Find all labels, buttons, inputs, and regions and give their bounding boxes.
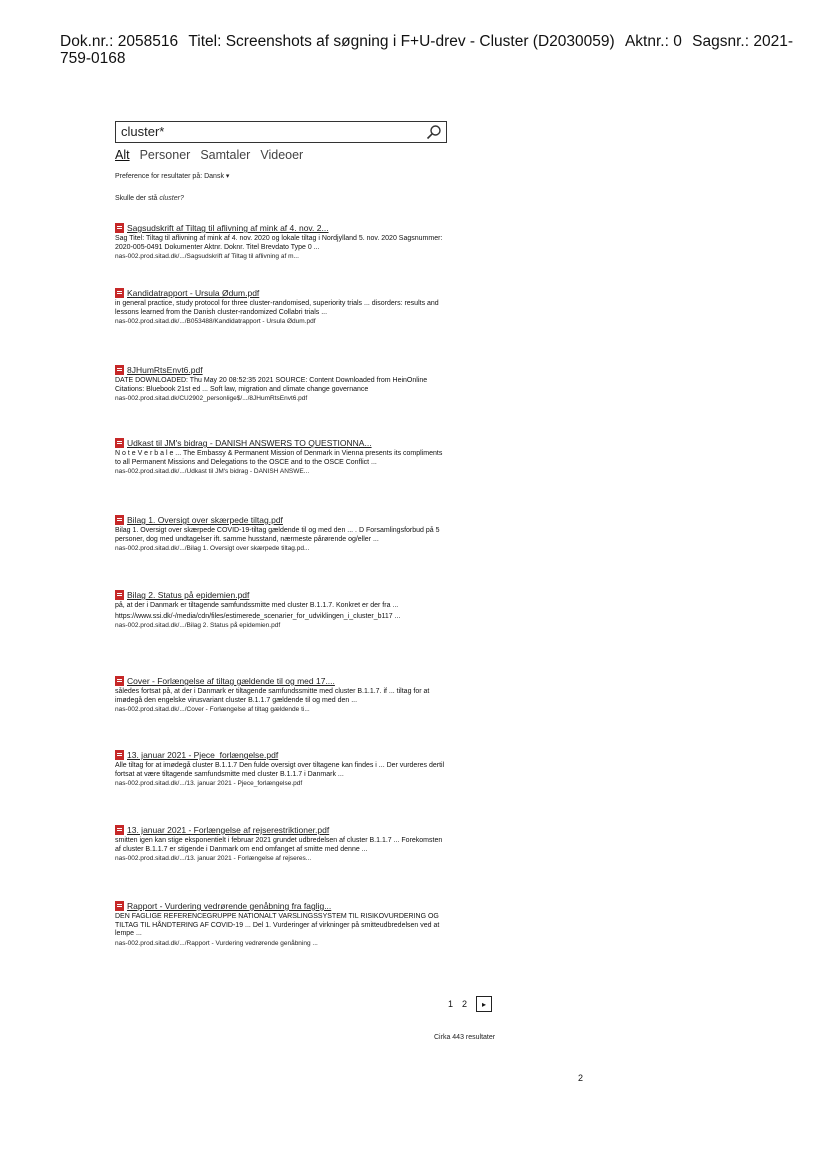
- pdf-icon: [115, 365, 124, 375]
- tab-videoer[interactable]: Videoer: [260, 148, 304, 162]
- pdf-icon: [115, 590, 124, 600]
- pdf-icon: [115, 515, 124, 525]
- result-item: [115, 901, 450, 948]
- tab-samtaler[interactable]: Samtaler: [200, 148, 251, 162]
- doc-akt-number: Aktnr.: 0: [624, 33, 682, 50]
- result-item: [115, 676, 450, 714]
- result-item: [115, 288, 450, 326]
- result-title-link[interactable]: Kandidatrapport - Ursula Ødum.pdf: [127, 288, 260, 298]
- result-title-link[interactable]: Udkast til JM's bidrag - DANISH ANSWERS TO QUESTIONNA...: [127, 438, 372, 448]
- page-number: 2: [578, 1073, 584, 1083]
- result-snippet: Sag Titel: Tiltag til aflivning af mink af 4. nov. 2020 og lokale tiltag i Nordjylland 5. nov. 2020 Sagsnummer: 2020-005-0491 Dokumenter Aktnr. Doknr. Titel Brevdato Type 0 ...: [115, 235, 443, 251]
- result-title-link[interactable]: 13. januar 2021 - Pjece_forlængelse.pdf: [127, 750, 279, 760]
- pdf-icon: [115, 750, 124, 760]
- result-snippet: på, at der i Danmark er tiltagende samfundssmitte med cluster B.1.1.7. Konkret er der fra ...: [115, 602, 399, 609]
- result-title-link[interactable]: Rapport - Vurdering vedrørende genåbning fra faglig...: [127, 901, 332, 911]
- result-snippet: in general practice, study protocol for three cluster-randomised, superiority trials ... disorders: results and lessons learned from the Danish cluster-randomized Collabri trials ...: [115, 300, 439, 316]
- next-page-button[interactable]: ▸: [476, 996, 492, 1012]
- tab-personer[interactable]: Personer: [139, 148, 191, 162]
- pdf-icon: [115, 901, 124, 911]
- result-item: [115, 750, 450, 788]
- result-url: nas-002.prod.sitad.dk/.../B053488/Kandidatrapport - Ursula Ødum.pdf: [115, 318, 316, 325]
- result-title-link[interactable]: Sagsudskrift af Tiltag til aflivning af mink af 4. nov. 2...: [127, 223, 329, 233]
- result-title-link[interactable]: Bilag 1. Oversigt over skærpede tiltag.pdf: [127, 515, 283, 525]
- doc-case-number: Sagsnr.: 2021-759-0168: [60, 33, 793, 67]
- result-item: [115, 590, 450, 630]
- result-url: nas-002.prod.sitad.dk/.../Sagsudskrift af Tiltag til aflivning af m...: [115, 253, 299, 260]
- result-url: nas-002.prod.sitad.dk/.../Bilag 1. Oversigt over skærpede tiltag.pd...: [115, 545, 310, 552]
- result-title-link[interactable]: Cover - Forlængelse af tiltag gældende til og med 17....: [127, 676, 335, 686]
- search-input[interactable]: [115, 121, 447, 143]
- result-url: nas-002.prod.sitad.dk/.../Rapport - Vurdering vedrørende genåbning ...: [115, 939, 318, 947]
- result-item: [115, 515, 450, 553]
- result-item: [115, 223, 450, 261]
- result-url: nas-002.prod.sitad.dk/.../13. januar 2021 - Forlængelse af rejseres...: [115, 855, 312, 862]
- pdf-icon: [115, 676, 124, 686]
- result-title-link[interactable]: Bilag 2. Status på epidemien.pdf: [127, 590, 250, 600]
- result-snippet-link[interactable]: https://www.ssi.dk/-/media/cdn/files/estimerede_scenarier_for_udviklingen_i_cluster_b117 ...: [115, 612, 401, 620]
- document-header: [60, 33, 800, 67]
- doc-number: Dok.nr.: 2058516: [60, 33, 179, 50]
- result-count: Cirka 443 resultater: [434, 1034, 496, 1041]
- suggestion-prefix: Skulle der stå: [115, 195, 160, 202]
- result-item: [115, 438, 450, 476]
- result-snippet: smitten igen kan stige eksponentielt i februar 2021 grundet udbredelsen af cluster B.1.1.7 ... Forekomsten af cluster B.1.1.7 er stigende i Danmark om end omfanget af smitte med denne ...: [115, 837, 443, 853]
- page-link-2[interactable]: 2: [462, 999, 468, 1009]
- pdf-icon: [115, 825, 124, 835]
- pdf-icon: [115, 438, 124, 448]
- result-item: [115, 365, 450, 403]
- pagination: [448, 996, 492, 1012]
- result-snippet: Alle tiltag for at imødegå cluster B.1.1.7 Den fulde oversigt over tiltagene kan findes i ... Der vurderes dertil fortsat at være tiltagende samfundsmitte med cluster B.1.1.7 i Danmark ...: [115, 762, 445, 778]
- result-url: nas-002.prod.sitad.dk/.../Bilag 2. Status på epidemien.pdf: [115, 622, 281, 629]
- search-query-text[interactable]: cluster*: [121, 124, 165, 139]
- result-url: nas-002.prod.sitad.dk/.../Cover - Forlængelse af tiltag gældende ti...: [115, 706, 310, 713]
- suggestion-link[interactable]: cluster?: [159, 195, 184, 202]
- result-snippet: Bilag 1. Oversigt over skærpede COVID-19-tiltag gældende til og med den ... . D Forsamlingsforbud på 5 personer, dog med undtagelser ift. samme husstand, nærmeste pårørende og/eller ...: [115, 527, 440, 543]
- result-snippet: således fortsat på, at der i Danmark er tiltagende samfundssmitte med cluster B.1.1.7. if ... tiltag for at imødegå den engelske virusvariant cluster B.1.1.7 gældende til og med den ...: [115, 688, 430, 704]
- doc-title: Titel: Screenshots af søgning i F+U-drev - Cluster (D2030059): [188, 33, 615, 50]
- scope-tabs: [115, 148, 303, 162]
- tab-alt[interactable]: Alt: [115, 148, 130, 162]
- pdf-icon: [115, 288, 124, 298]
- language-preference[interactable]: Preference for resultater på: Dansk ▾: [115, 173, 230, 180]
- result-title-link[interactable]: 8JHumRtsEnvt6.pdf: [127, 365, 203, 375]
- result-snippet: N o t e V e r b a l e ... The Embassy & Permanent Mission of Denmark in Vienna presents its compliments to all Permanent Missions and Delegations to the OSCE and to the OSCE Conflict ...: [115, 450, 443, 466]
- result-url: nas-002.prod.sitad.dk/CU2902_personlige$/.../8JHumRtsEnvt6.pdf: [115, 395, 308, 402]
- spelling-suggestion: [115, 195, 184, 202]
- result-item: [115, 825, 450, 863]
- page-link-1[interactable]: 1: [448, 999, 454, 1009]
- result-title-link[interactable]: 13. januar 2021 - Forlængelse af rejserestriktioner.pdf: [127, 825, 330, 835]
- pdf-icon: [115, 223, 124, 233]
- result-snippet: DATE DOWNLOADED: Thu May 20 08:52:35 2021 SOURCE: Content Downloaded from HeinOnline Citations: Bluebook 21st ed ... Soft law, migration and climate change governance: [115, 377, 428, 393]
- result-url: nas-002.prod.sitad.dk/.../Udkast til JM's bidrag - DANISH ANSWE...: [115, 468, 310, 475]
- result-url: nas-002.prod.sitad.dk/.../13. januar 2021 - Pjece_forlængelse.pdf: [115, 780, 303, 787]
- result-snippet: DEN FAGLIGE REFERENCEGRUPPE NATIONALT VARSLINGSSYSTEM TIL RISIKOVURDERING OG TILTAG TIL HÅNDTERING AF COVID-19 ... Del 1. Vurderinger af virkninger på smitteudbredelsen ved at lempe ...: [115, 913, 440, 937]
- search-icon[interactable]: [426, 124, 442, 140]
